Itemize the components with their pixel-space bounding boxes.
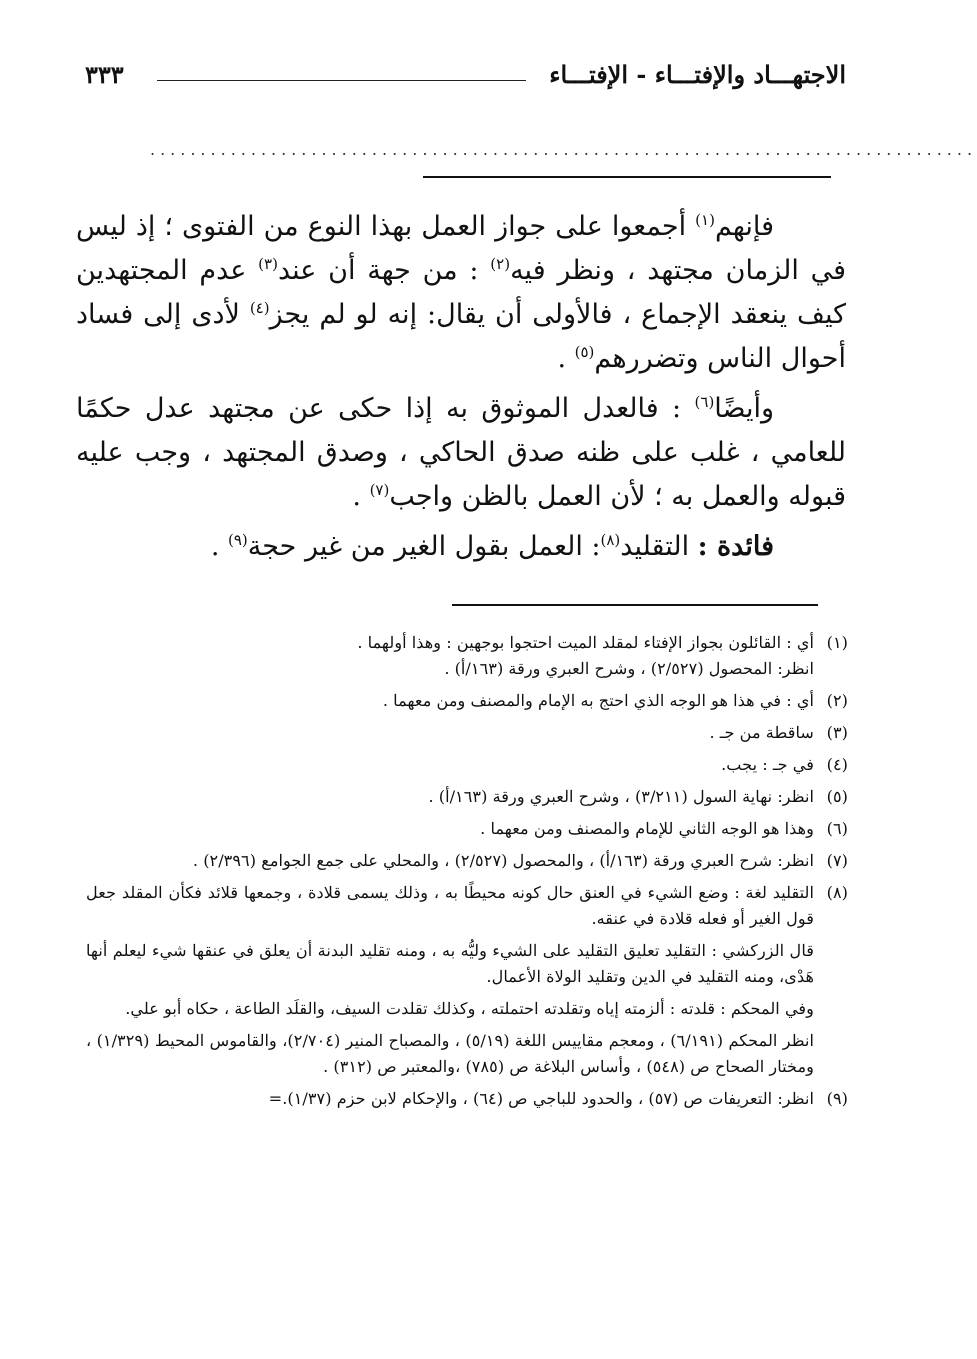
footnote-line: انظر: التعريفات ص (٥٧) ، والحدود للباجي ص (٦٤) ، والإحكام لابن حزم (١/٣٧).= — [268, 1089, 814, 1108]
footnote-body — [86, 784, 814, 810]
footnote-line: انظر المحكم (٦/١٩١) ، ومعجم مقاييس اللغة (٥/١٩) ، والمصباح المنير (٢/٧٠٤)، والقاموس المحيط (١/٣٢٩) ، ومختار الصحاح ص (٥٤٨) ، وأساس البلاغة ص (٧٨٥) ،والمعتبر ص (٣١٢) . — [86, 1031, 814, 1076]
footnote-number: (١) — [826, 633, 848, 652]
running-header — [85, 58, 846, 94]
footnote — [86, 752, 848, 778]
footnote-ref: (٧) — [369, 481, 390, 499]
header-rule — [157, 80, 526, 81]
footnote-ref: (٦) — [694, 393, 715, 411]
paragraph-text: . — [210, 531, 228, 562]
footnote-line: وفي المحكم : قلدته : ألزمته إياه وتقلدته احتملته ، وكذلك تقلدت السيف، والقلَد الطاعة ، حكاه أبو علي. — [125, 999, 814, 1018]
separator-dots: .................................................................................. — [150, 140, 977, 159]
footnote-number: (٧) — [826, 851, 848, 870]
top-rule — [423, 176, 831, 178]
main-text — [76, 205, 846, 575]
footnote-body — [86, 848, 814, 874]
footnotes — [86, 630, 848, 1118]
footnote-line: في جـ : يجب. — [721, 755, 814, 774]
paragraph-text: عدم المجتهدين كيف ينعقد الإجماع ، فالأولى أن يقال: إنه لو لم يجز — [76, 255, 846, 330]
paragraph-text: . — [557, 343, 575, 374]
footnote-line: انظر: المحصول (٢/٥٢٧) ، وشرح العبري ورقة (١٦٣/أ) . — [444, 659, 814, 678]
running-header-title: الاجتهـــاد والإفتـــاء - الإفتـــاء — [549, 60, 846, 89]
footnote-line: أي : القائلون بجواز الإفتاء لمقلد الميت احتجوا بوجهين : وهذا أولهما . — [357, 633, 814, 652]
footnote-number: (٣) — [826, 723, 848, 742]
footnote-body — [86, 720, 814, 746]
footnote-body — [86, 688, 814, 714]
footnote-ref: (٣) — [258, 255, 278, 273]
footnote-line: انظر: شرح العبري ورقة (١٦٣/أ) ، والمحصول (٢/٥٢٧) ، والمحلي على جمع الجوامع (٢/٣٩٦) . — [192, 851, 814, 870]
footnote-ref: (٩) — [228, 531, 248, 549]
footnote — [86, 1086, 848, 1112]
footnote-ref: (٨) — [600, 531, 621, 549]
paragraph-text: : فالعدل الموثوق به إذا حكى عن مجتهد عدل حكمًا للعامي ، غلب على ظنه صدق الحاكي ، وصدق المجتهد ، وجب عليه قبوله والعمل به ؛ لأن العمل بالظن واجب — [76, 393, 846, 512]
paragraph-1-lead: فإنهم — [714, 211, 774, 242]
footnote-number: (٤) — [826, 755, 848, 774]
footnote — [86, 720, 848, 746]
footnote-ref: (٤) — [249, 299, 270, 317]
footnote-line: انظر: نهاية السول (٣/٢١١) ، وشرح العبري ورقة (١٦٣/أ) . — [428, 787, 814, 806]
footnote-body — [86, 752, 814, 778]
footnote — [86, 688, 848, 714]
footnote — [86, 816, 848, 842]
footnote — [86, 848, 848, 874]
footnote-rule — [452, 604, 818, 606]
footnote-number: (٦) — [826, 819, 848, 838]
paragraph-2-lead: وأيضًا — [714, 393, 774, 424]
paragraph-text: . — [352, 481, 370, 512]
footnote-line: التقليد لغة : وضع الشيء في العنق حال كونه محيطًا به ، وذلك يسمى قلادة ، وجمعها قلائد فكأن المقلد جعل قول الغير أو فعله قلادة في عنقه. — [86, 883, 814, 928]
footnote-number: (٢) — [826, 691, 848, 710]
footnote-ref: (٥) — [574, 343, 595, 361]
benefit-label: فائدة : — [697, 531, 774, 562]
paragraph-text: أجمعوا على جواز العمل بهذا النوع من الفتوى ؛ إذ ليس في الزمان مجتهد ، ونظر فيه — [76, 211, 847, 286]
paragraph-3 — [76, 525, 846, 569]
footnote-line: قال الزركشي : التقليد تعليق التقليد على الشيء وليُّه به ، ومنه تقليد البدنة أن يعلق في عنقها شيء ليعلم أنها هَدْى، ومنه التقليد في الدين وتقليد الولاة الأعمال. — [86, 941, 814, 986]
footnote-line: ساقطة من جـ . — [709, 723, 814, 742]
footnote-number: (٨) — [826, 883, 848, 902]
footnote-ref: (٢) — [490, 255, 511, 273]
footnote-ref: (١) — [695, 211, 715, 229]
footnote-body — [86, 1086, 814, 1112]
footnote-number: (٩) — [826, 1089, 848, 1108]
footnote — [86, 630, 848, 682]
footnote — [86, 784, 848, 810]
page-number: ٣٣٣ — [85, 60, 124, 89]
footnote-line: وهذا هو الوجه الثاني للإمام والمصنف ومن معهما . — [480, 819, 814, 838]
paragraph-text: لأدى إلى فساد أحوال الناس وتضررهم — [76, 299, 846, 374]
paragraph-text: : من جهة أن عند — [277, 255, 491, 286]
paragraph-1 — [76, 205, 846, 381]
footnote-number: (٥) — [826, 787, 848, 806]
footnote-line: أي : في هذا هو الوجه الذي احتج به الإمام والمصنف ومن معهما . — [382, 691, 814, 710]
footnote-body — [86, 816, 814, 842]
paragraph-text: التقليد — [620, 531, 698, 562]
footnote-body — [86, 880, 814, 1080]
paragraph-text: : العمل بقول الغير من غير حجة — [247, 531, 601, 562]
footnote — [86, 880, 848, 1080]
footnote-body — [86, 630, 814, 682]
paragraph-2 — [76, 387, 846, 519]
